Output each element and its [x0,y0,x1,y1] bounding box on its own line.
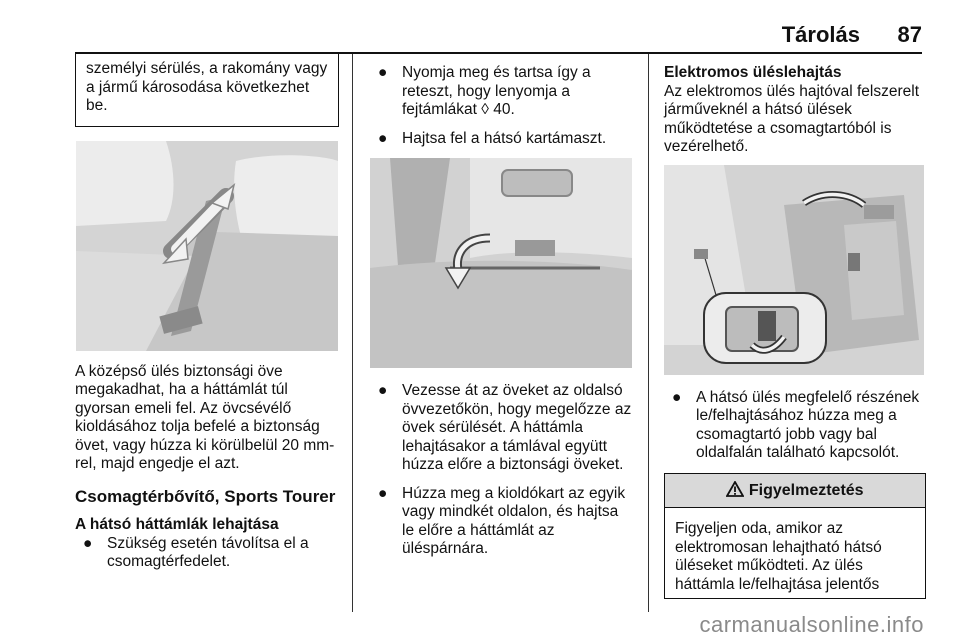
column-separator [648,54,649,612]
subsection-title: A hátsó háttámlák lehajtása [75,516,279,533]
list-item-text: Húzza meg a kioldókart az egyik vagy mindkét oldalon, és hajtsa le előre a háttámlát az üléspárnára. [402,484,626,557]
warning-text: Figyeljen oda, amikor az elektromosan lehajtható hátsó üléseket működteti. Az ülés háttámla le/felhajtása jelentős [675,520,882,593]
column-2 [370,64,634,569]
trunk-switch-illustration [664,165,924,375]
list-item [75,535,339,572]
intro-paragraph: Az elektromos ülés hajtóval felszerelt járműveknél a hátsó ülések működtetése a csomagtartóból is vezérelhető. [664,82,920,155]
armrest-illustration [370,158,632,368]
list-item [370,382,634,475]
column-3 [664,64,926,599]
list-item [664,389,926,463]
warning-box [664,473,926,600]
bullet-icon: ● [672,388,682,406]
list-item [370,130,634,149]
list-item-text: Vezesse át az öveket az oldalsó övvezetőkön, hogy megelőzze az övek sérülését. A háttámla lehajtásakor a támlával együtt húzza előre a biztonsági öveket. [402,382,632,473]
list-item [370,485,634,559]
bullet-icon: ● [378,382,388,399]
warning-continuation-text: személyi sérülés, a rakomány vagy a jármű károsodása következhet be. [86,60,328,114]
warning-continuation-box [75,54,339,127]
list-item-text: Hajtsa fel a hátsó kartámaszt. [402,129,607,147]
list-item-text: Szükség esetén távolítsa el a csomagtérfedelet. [107,534,309,570]
bullet-icon: ● [83,534,93,552]
bullet-icon: ● [378,64,388,81]
seatbelt-illustration [76,141,338,351]
bullet-icon: ● [378,129,388,147]
section-title: Csomagtérbővítő, Sports Tourer [75,486,336,506]
warning-header [665,474,925,509]
page-number: 87 [897,22,922,47]
bullet-icon: ● [378,484,388,502]
list-item [370,64,634,120]
list-item-text: Nyomja meg és tartsa így a reteszt, hogy lenyomja a fejtámlákat ◊ 40. [402,64,591,118]
list-item-text: A hátsó ülés megfelelő részének le/felhajtásához húzza meg a csomagtartó jobb vagy bal oldalfalán található kapcsolót. [696,388,920,461]
watermark: carmanualsonline.info [699,612,924,637]
warning-title: Figyelmeztetés [748,481,864,499]
warning-triangle-icon [726,481,744,497]
column-separator [352,54,353,612]
section-title: Elektromos üléslehajtás [664,64,842,81]
belt-paragraph: A középső ülés biztonsági öve megakadhat, ha a háttámlát túl gyorsan emeli fel. Az övcsévélő kioldásához tolja befelé a biztonság övet, vagy húzza ki körülbelül 20 mm-rel, majd engedje el azt. [75,362,335,472]
column-1 [75,54,339,582]
page-header-title: Tárolás [781,22,860,47]
